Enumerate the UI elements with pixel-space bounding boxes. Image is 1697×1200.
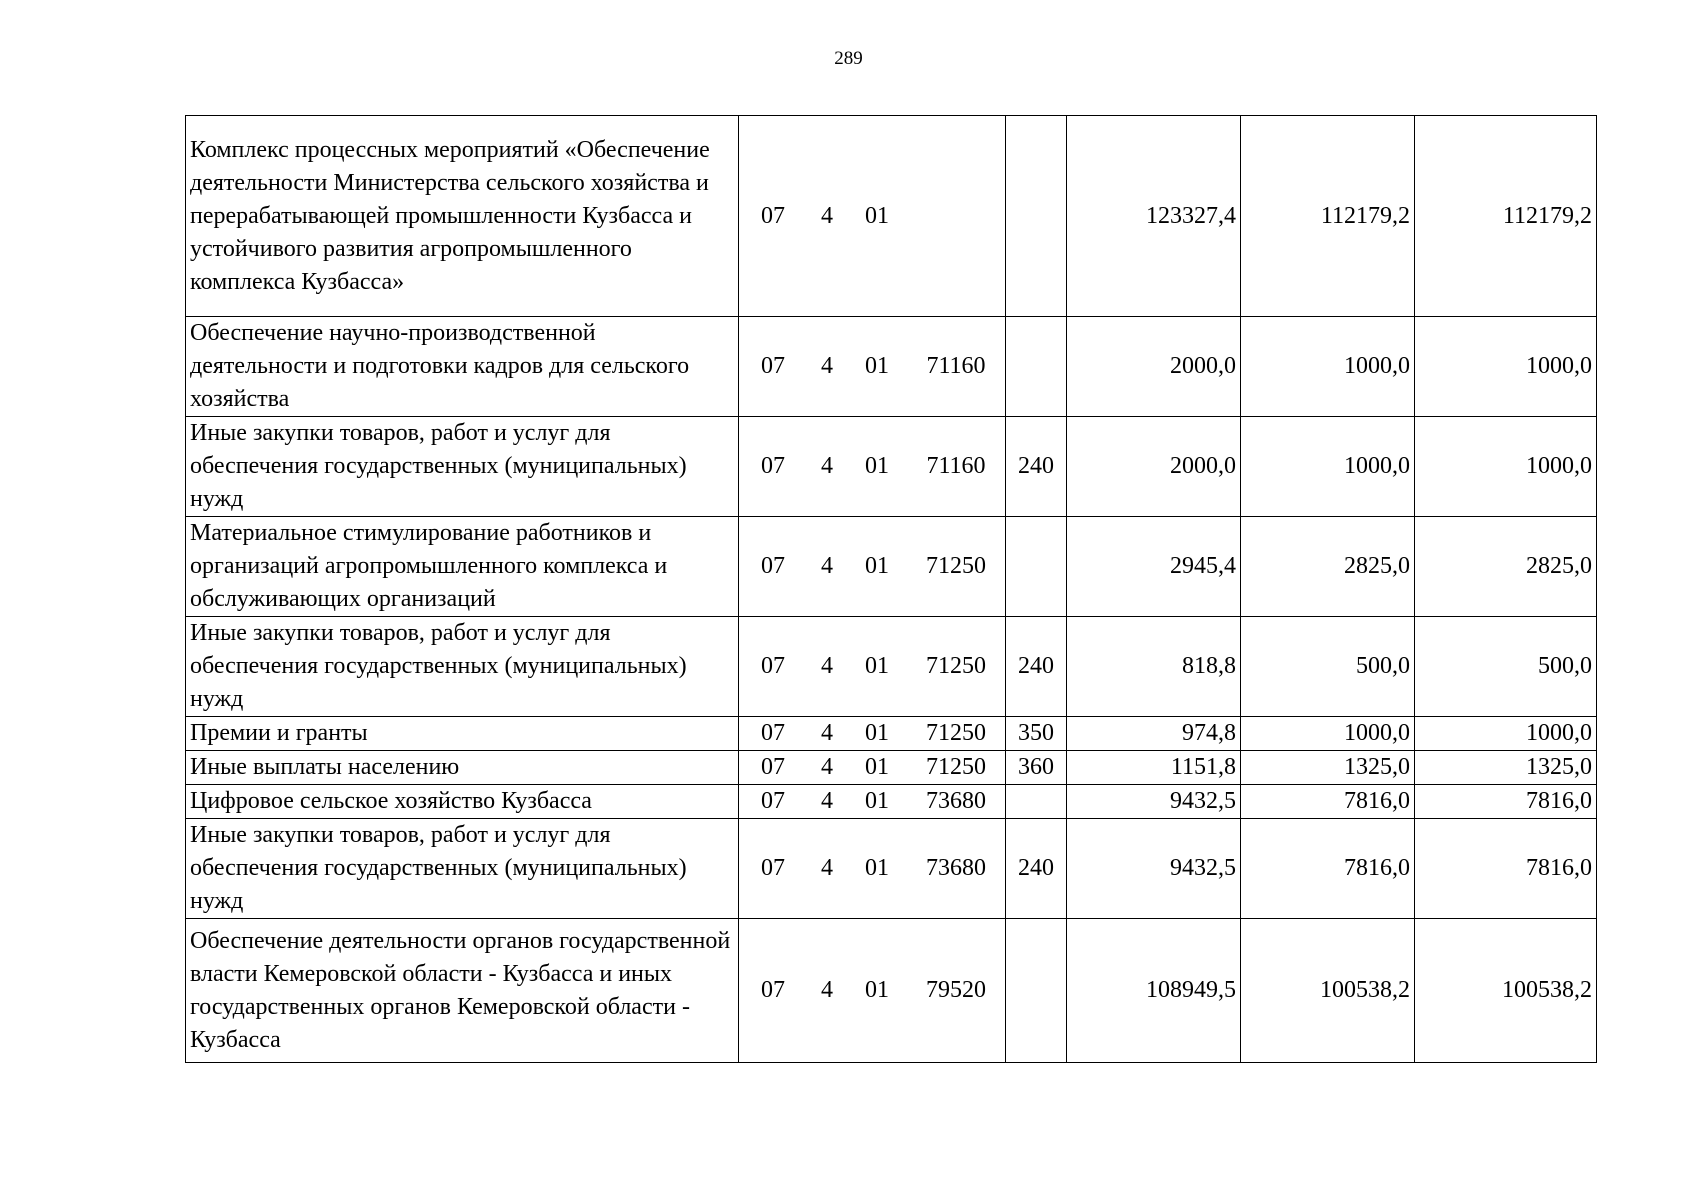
expense-type: 360 [1006,751,1067,785]
code-subprogram: 01 [865,202,889,229]
row-codes [739,785,1006,819]
row-name: Иные выплаты населению [186,751,739,785]
code-subprogram: 01 [865,553,889,579]
code-direction: 71250 [926,653,986,679]
amount-year-2: 1000,0 [1241,417,1415,517]
table-row [186,317,1597,417]
row-name: Иные закупки товаров, работ и услуг для обеспечения государственных (муниципальных) нужд [186,417,739,517]
amount-year-1: 974,8 [1067,717,1241,751]
table-row [186,919,1597,1063]
code-program: 4 [821,788,833,814]
code-section: 07 [761,353,785,379]
row-codes [739,417,1006,517]
table-row [186,751,1597,785]
row-codes [739,751,1006,785]
table-row [186,785,1597,819]
amount-year-1: 2000,0 [1067,317,1241,417]
row-name: Премии и гранты [186,717,739,751]
row-codes [739,617,1006,717]
expense-type [1006,116,1067,317]
expense-type: 350 [1006,717,1067,751]
code-direction: 71250 [926,754,986,780]
code-section: 07 [761,788,785,814]
page-number: 289 [834,48,863,69]
code-section: 07 [761,653,785,679]
expense-type [1006,317,1067,417]
amount-year-1: 108949,5 [1067,919,1241,1063]
expense-type [1006,785,1067,819]
code-subprogram: 01 [865,453,889,479]
code-section: 07 [761,202,785,229]
code-section: 07 [761,553,785,579]
amount-year-3: 1000,0 [1415,417,1597,517]
amount-year-1: 1151,8 [1067,751,1241,785]
amount-year-3: 7816,0 [1415,785,1597,819]
amount-year-2: 100538,2 [1241,919,1415,1063]
row-codes [739,116,1006,317]
amount-year-3: 500,0 [1415,617,1597,717]
amount-year-3: 1325,0 [1415,751,1597,785]
code-subprogram: 01 [865,754,889,780]
row-name: Материальное стимулирование работников и организаций агропромышленного комплекса и обслуживающих организаций [186,517,739,617]
amount-year-1: 818,8 [1067,617,1241,717]
row-codes [739,517,1006,617]
code-program: 4 [821,977,833,1003]
row-name: Иные закупки товаров, работ и услуг для обеспечения государственных (муниципальных) нужд [186,617,739,717]
row-name: Цифровое сельское хозяйство Кузбасса [186,785,739,819]
code-section: 07 [761,453,785,479]
code-program: 4 [821,553,833,579]
amount-year-2: 112179,2 [1241,116,1415,317]
amount-year-2: 2825,0 [1241,517,1415,617]
row-name: Комплекс процессных мероприятий «Обеспечение деятельности Министерства сельского хозяйства и перерабатывающей промышленности Кузбасса и устойчивого развития агропромышленного комплекса Кузбасса» [186,116,739,317]
amount-year-3: 1000,0 [1415,317,1597,417]
row-codes [739,819,1006,919]
amount-year-2: 7816,0 [1241,819,1415,919]
amount-year-2: 1000,0 [1241,717,1415,751]
budget-table [185,115,1597,1063]
table-row [186,617,1597,717]
code-section: 07 [761,977,785,1003]
table-row [186,819,1597,919]
expense-type [1006,517,1067,617]
amount-year-2: 7816,0 [1241,785,1415,819]
amount-year-3: 1000,0 [1415,717,1597,751]
amount-year-1: 123327,4 [1067,116,1241,317]
code-section: 07 [761,855,785,881]
table-row [186,717,1597,751]
code-subprogram: 01 [865,353,889,379]
code-program: 4 [821,720,833,746]
amount-year-3: 2825,0 [1415,517,1597,617]
row-codes [739,717,1006,751]
amount-year-1: 9432,5 [1067,819,1241,919]
code-program: 4 [821,453,833,479]
amount-year-1: 2945,4 [1067,517,1241,617]
expense-type: 240 [1006,819,1067,919]
code-section: 07 [761,754,785,780]
row-name: Обеспечение научно-производственной деятельности и подготовки кадров для сельского хозяйства [186,317,739,417]
amount-year-3: 100538,2 [1415,919,1597,1063]
code-program: 4 [821,754,833,780]
row-codes [739,919,1006,1063]
amount-year-3: 112179,2 [1415,116,1597,317]
code-program: 4 [821,855,833,881]
code-direction: 73680 [926,855,986,881]
row-name: Обеспечение деятельности органов государственной власти Кемеровской области - Кузбасса и иных государственных органов Кемеровской области - Кузбасса [186,919,739,1063]
code-subprogram: 01 [865,720,889,746]
row-name: Иные закупки товаров, работ и услуг для обеспечения государственных (муниципальных) нужд [186,819,739,919]
code-subprogram: 01 [865,855,889,881]
code-program: 4 [821,653,833,679]
code-direction: 79520 [926,977,986,1003]
code-direction: 71250 [926,720,986,746]
amount-year-3: 7816,0 [1415,819,1597,919]
amount-year-2: 1325,0 [1241,751,1415,785]
amount-year-1: 9432,5 [1067,785,1241,819]
code-direction: 71250 [926,553,986,579]
code-subprogram: 01 [865,977,889,1003]
amount-year-1: 2000,0 [1067,417,1241,517]
amount-year-2: 1000,0 [1241,317,1415,417]
table-row [186,417,1597,517]
code-program: 4 [821,353,833,379]
code-section: 07 [761,720,785,746]
expense-type [1006,919,1067,1063]
row-codes [739,317,1006,417]
code-subprogram: 01 [865,788,889,814]
code-direction: 73680 [926,788,986,814]
amount-year-2: 500,0 [1241,617,1415,717]
table-row [186,517,1597,617]
table-row [186,116,1597,317]
expense-type: 240 [1006,417,1067,517]
code-direction: 71160 [926,353,986,379]
code-program: 4 [821,202,833,229]
expense-type: 240 [1006,617,1067,717]
code-direction: 71160 [926,453,986,479]
code-subprogram: 01 [865,653,889,679]
